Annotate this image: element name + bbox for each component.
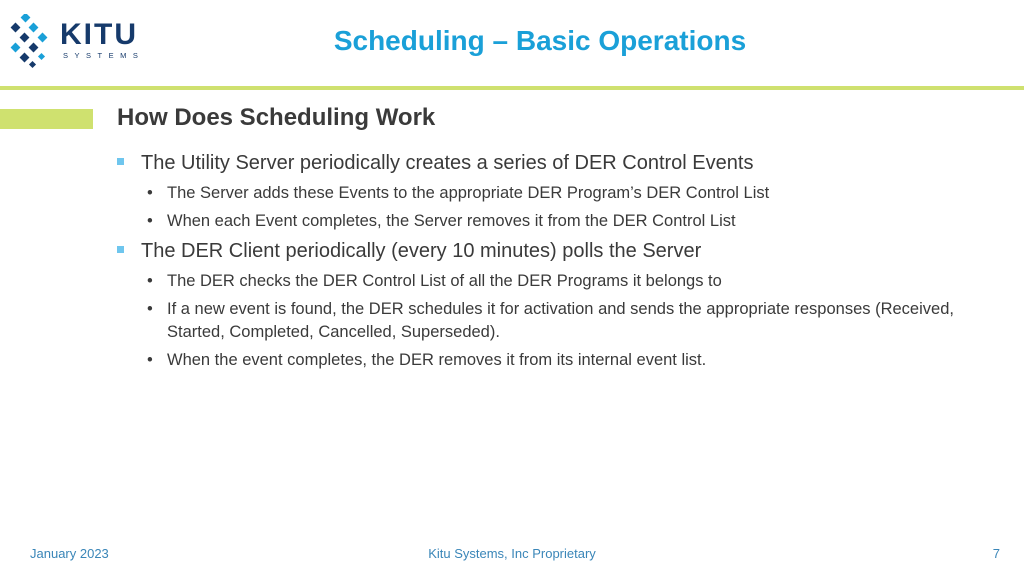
sub-bullet-item xyxy=(117,349,997,372)
bullet-text: The Utility Server periodically creates a series of DER Control Events xyxy=(141,152,754,174)
dot-bullet-icon: • xyxy=(147,351,153,369)
bullet-item xyxy=(117,150,997,177)
sub-bullet-item xyxy=(117,270,997,293)
sub-bullet-item xyxy=(117,298,997,344)
sub-bullet-text: When the event completes, the DER removes it from its internal event list. xyxy=(167,351,707,369)
kitu-logo xyxy=(8,14,148,70)
sub-bullet-text: The DER checks the DER Control List of all the DER Programs it belongs to xyxy=(167,272,722,290)
dot-bullet-icon: • xyxy=(147,184,153,202)
page-number: 7 xyxy=(992,546,1000,561)
dot-bullet-icon: • xyxy=(147,272,153,290)
sub-bullet-text: If a new event is found, the DER schedules it for activation and sends the appropriate responses (Received, Started, Completed, Cancelled, Superseded). xyxy=(167,300,954,341)
square-bullet-icon xyxy=(117,158,124,165)
dot-bullet-icon: • xyxy=(147,212,153,230)
slide-title: Scheduling – Basic Operations xyxy=(333,25,747,56)
section-title: How Does Scheduling Work xyxy=(117,104,436,131)
sub-bullet-item xyxy=(117,182,997,205)
sub-bullet-item xyxy=(117,210,997,233)
bullet-item xyxy=(117,238,997,265)
bullet-text: The DER Client periodically (every 10 minutes) polls the Server xyxy=(141,240,702,262)
logo-wordmark: KITU xyxy=(60,18,138,51)
logo-subtitle: SYSTEMS xyxy=(63,51,145,60)
footer-date: January 2023 xyxy=(30,546,109,561)
kitu-logo-icon xyxy=(8,14,54,70)
sub-bullet-text: The Server adds these Events to the appropriate DER Program’s DER Control List xyxy=(167,184,770,202)
square-bullet-icon xyxy=(117,246,124,253)
section-accent-bar xyxy=(0,109,93,129)
bullet-list xyxy=(117,150,997,372)
dot-bullet-icon: • xyxy=(147,300,153,318)
footer-company: Kitu Systems, Inc Proprietary xyxy=(428,546,596,561)
sub-bullet-text: When each Event completes, the Server removes it from the DER Control List xyxy=(167,212,736,230)
header-divider xyxy=(0,86,1024,90)
